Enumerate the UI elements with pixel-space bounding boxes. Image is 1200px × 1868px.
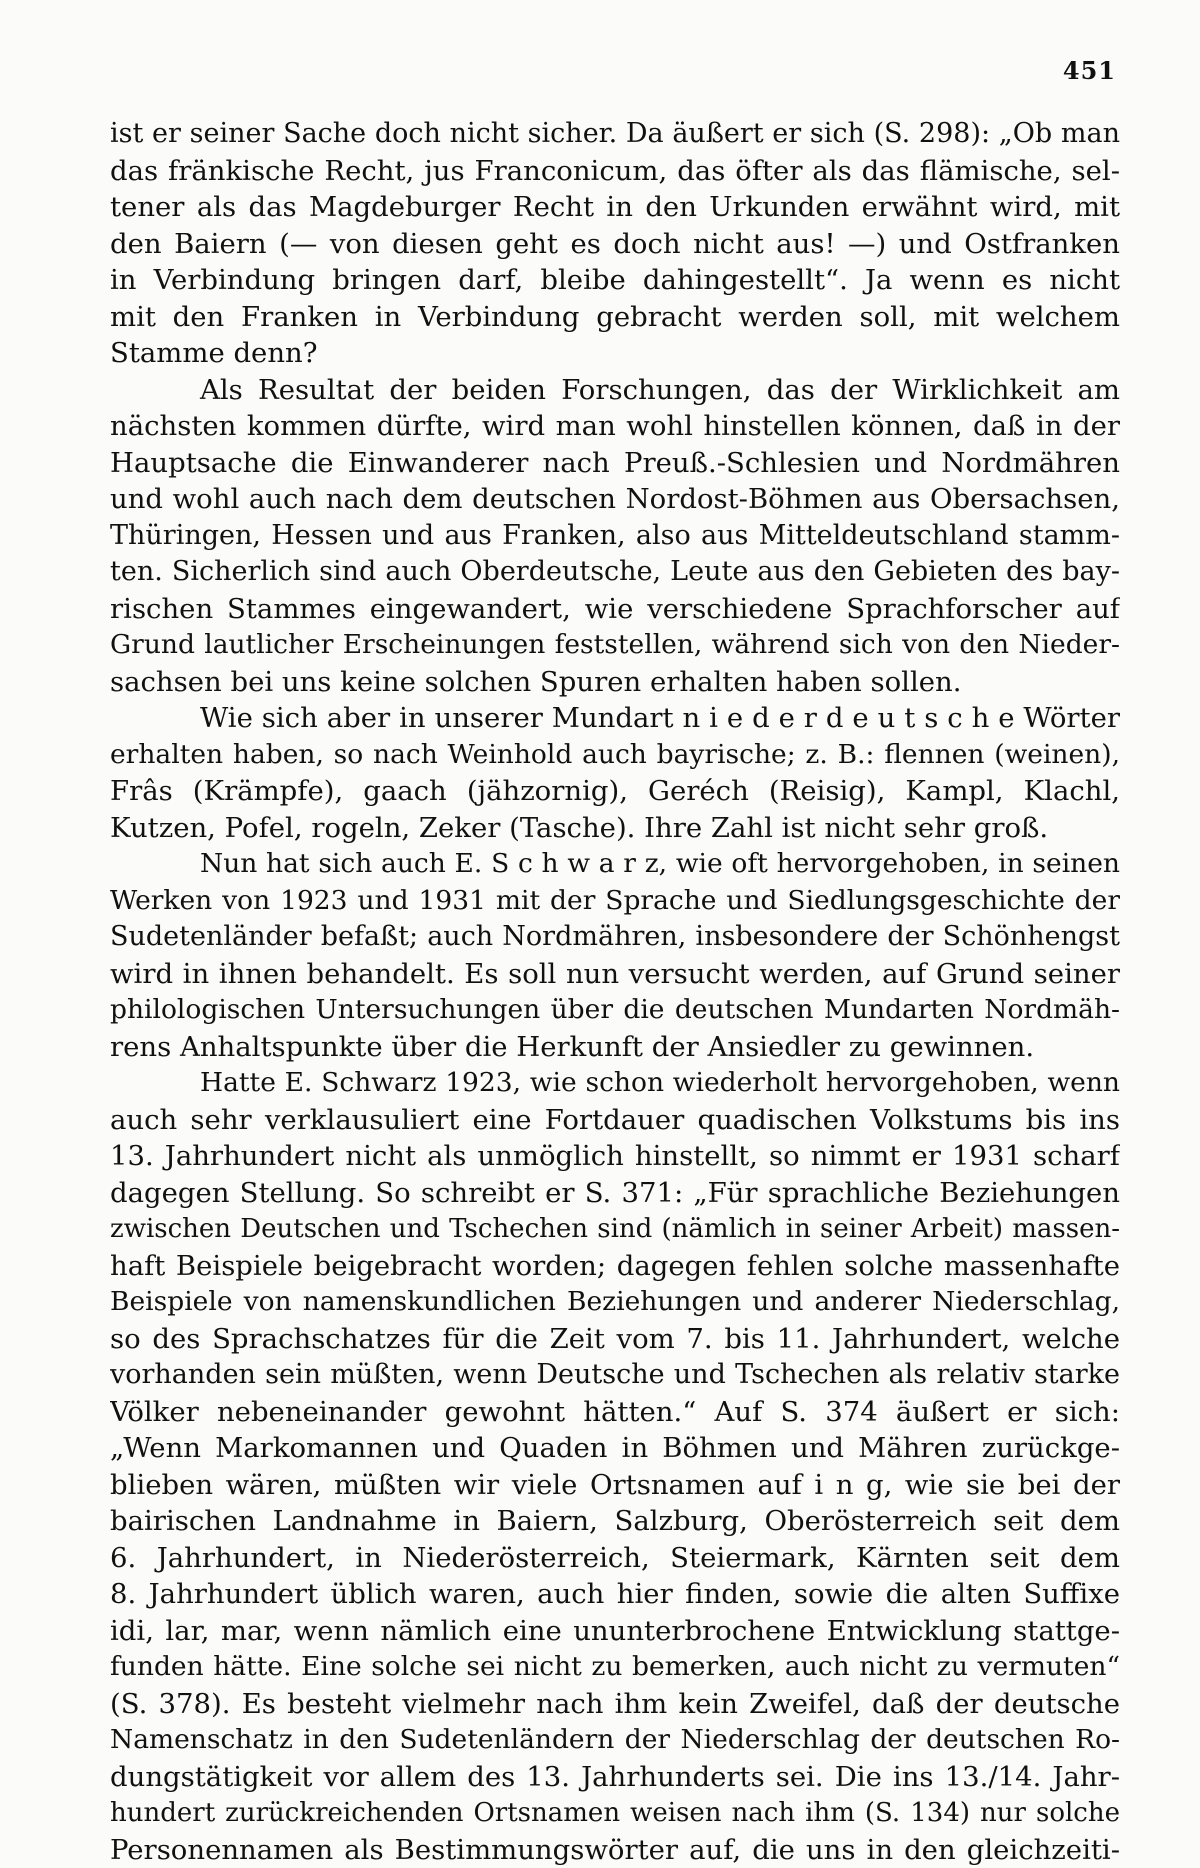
text-line: Stamme denn? [110, 335, 1120, 372]
text-line: Sudetenländer befaßt; auch Nordmähren, insbesondere der Schönhengst [110, 919, 1120, 956]
text-line: Werken von 1923 und 1931 mit der Sprache und Siedlungsgeschichte der [110, 883, 1120, 920]
text-line: 6. Jahrhundert, in Niederösterreich, Steiermark, Kärnten seit dem [110, 1540, 1120, 1577]
text-line: sachsen bei uns keine solchen Spuren erhalten haben sollen. [110, 664, 1120, 701]
text-line: Personennamen als Bestimmungswörter auf, die uns in den gleichzeiti- [110, 1832, 1120, 1868]
text-line: Namenschatz in den Sudetenländern der Niederschlag der deutschen Ro- [110, 1722, 1120, 1759]
text-line: 8. Jahrhundert üblich waren, auch hier finden, sowie die alten Suffixe [110, 1576, 1120, 1613]
text-line: wird in ihnen behandelt. Es soll nun versucht werden, auf Grund seiner [110, 956, 1120, 993]
text-line: Hatte E. Schwarz 1923, wie schon wiederholt hervorgehoben, wenn [110, 1065, 1120, 1102]
text-line: Völker nebeneinander gewohnt hätten.“ Auf S. 374 äußert er sich: [110, 1394, 1120, 1431]
text-line: in Verbindung bringen darf, bleibe dahingestellt“. Ja wenn es nicht [110, 262, 1120, 299]
text-line: dagegen Stellung. So schreibt er S. 371: „Für sprachliche Beziehungen [110, 1175, 1120, 1212]
text-line: Beispiele von namenskundlichen Beziehungen und anderer Niederschlag, [110, 1284, 1120, 1321]
text-line: Als Resultat der beiden Forschungen, das der Wirklichkeit am [110, 372, 1120, 409]
text-line: idi, lar, mar, wenn nämlich eine ununterbrochene Entwicklung stattge- [110, 1613, 1120, 1650]
text-line: und wohl auch nach dem deutschen Nordost-Böhmen aus Obersachsen, [110, 481, 1120, 518]
body-text [110, 116, 1120, 1868]
page-number: 451 [1063, 56, 1116, 85]
text-line: erhalten haben, so nach Weinhold auch bayrische; z. B.: flennen (weinen), [110, 737, 1120, 774]
text-line: Nun hat sich auch E. S c h w a r z, wie oft hervorgehoben, in seinen [110, 846, 1120, 883]
text-line: dungstätigkeit vor allem des 13. Jahrhunderts sei. Die ins 13./14. Jahr- [110, 1759, 1120, 1796]
text-line: funden hätte. Eine solche sei nicht zu bemerken, auch nicht zu vermuten“ [110, 1649, 1120, 1686]
text-line: tener als das Magdeburger Recht in den Urkunden erwähnt wird, mit [110, 189, 1120, 226]
text-line: auch sehr verklausuliert eine Fortdauer quadischen Volkstums bis ins [110, 1102, 1120, 1139]
text-line: „Wenn Markomannen und Quaden in Böhmen und Mähren zurückge- [110, 1430, 1120, 1467]
text-line: den Baiern (— von diesen geht es doch nicht aus! —) und Ostfranken [110, 226, 1120, 263]
text-line: rischen Stammes eingewandert, wie verschiedene Sprachforscher auf [110, 591, 1120, 628]
text-line: (S. 378). Es besteht vielmehr nach ihm kein Zweifel, daß der deutsche [110, 1686, 1120, 1723]
text-line: Kutzen, Pofel, rogeln, Zeker (Tasche). Ihre Zahl ist nicht sehr groß. [110, 810, 1120, 847]
text-line: vorhanden sein müßten, wenn Deutsche und Tschechen als relativ starke [110, 1357, 1120, 1394]
text-line: mit den Franken in Verbindung gebracht werden soll, mit welchem [110, 299, 1120, 336]
text-line: Hauptsache die Einwanderer nach Preuß.-Schlesien und Nordmähren [110, 445, 1120, 482]
text-line: 13. Jahrhundert nicht als unmöglich hinstellt, so nimmt er 1931 scharf [110, 1138, 1120, 1175]
text-line: Frâs (Krämpfe), gaach (jähzornig), Geréch (Reisig), Kampl, Klachl, [110, 773, 1120, 810]
text-line: blieben wären, müßten wir viele Ortsnamen auf i n g, wie sie bei der [110, 1467, 1120, 1504]
text-line: rens Anhaltspunkte über die Herkunft der Ansiedler zu gewinnen. [110, 1029, 1120, 1066]
text-line: philologischen Untersuchungen über die deutschen Mundarten Nordmäh- [110, 992, 1120, 1029]
text-line: hundert zurückreichenden Ortsnamen weisen nach ihm (S. 134) nur solche [110, 1795, 1120, 1832]
text-line: bairischen Landnahme in Baiern, Salzburg, Oberösterreich seit dem [110, 1503, 1120, 1540]
text-line: ist er seiner Sache doch nicht sicher. Da äußert er sich (S. 298): „Ob man [110, 116, 1120, 153]
text-line: haft Beispiele beigebracht worden; dagegen fehlen solche massenhafte [110, 1248, 1120, 1285]
text-line: das fränkische Recht, jus Franconicum, das öfter als das flämische, sel- [110, 153, 1120, 190]
text-line: zwischen Deutschen und Tschechen sind (nämlich in seiner Arbeit) massen- [110, 1211, 1120, 1248]
text-line: Wie sich aber in unserer Mundart n i e d e r d e u t s c h e Wörter [110, 700, 1120, 737]
text-line: Grund lautlicher Erscheinungen feststellen, während sich von den Nieder- [110, 627, 1120, 664]
text-line: ten. Sicherlich sind auch Oberdeutsche, Leute aus den Gebieten des bay- [110, 554, 1120, 591]
text-line: so des Sprachschatzes für die Zeit vom 7. bis 11. Jahrhundert, welche [110, 1321, 1120, 1358]
text-line: nächsten kommen dürfte, wird man wohl hinstellen können, daß in der [110, 408, 1120, 445]
text-line: Thüringen, Hessen und aus Franken, also aus Mitteldeutschland stamm- [110, 518, 1120, 555]
